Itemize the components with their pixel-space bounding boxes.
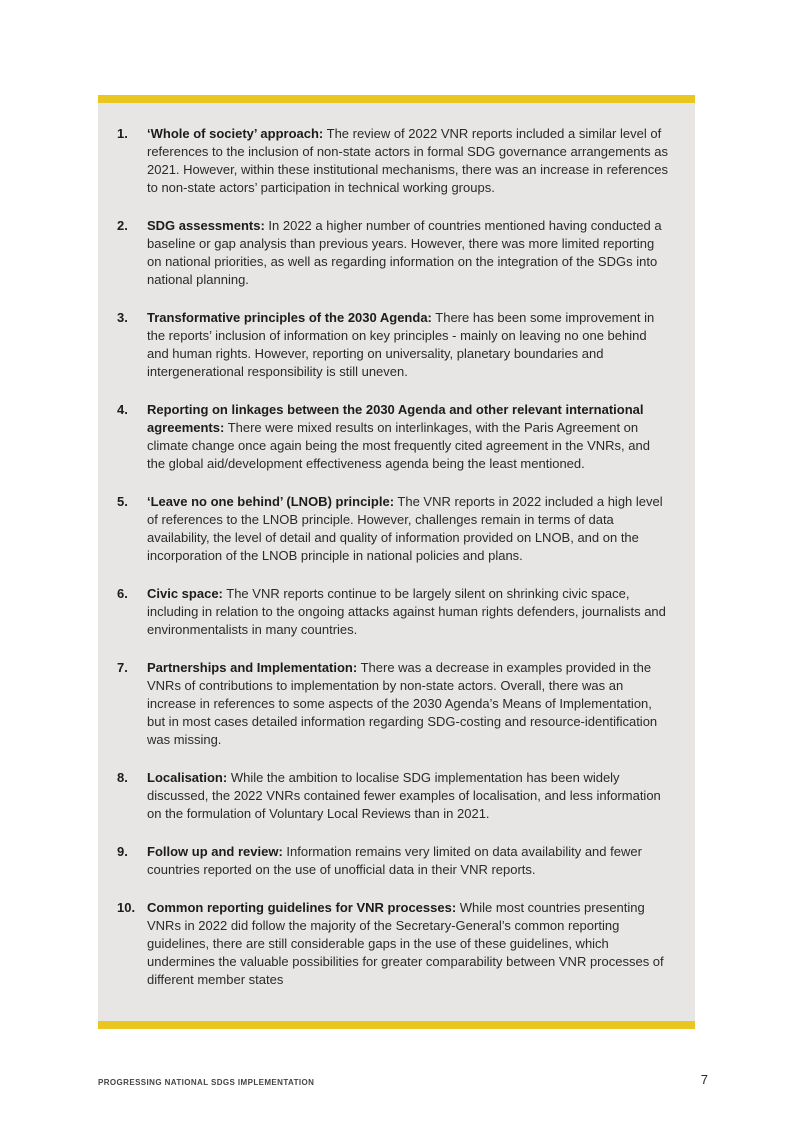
list-item-number: 2.	[117, 218, 128, 233]
list-item-text	[147, 493, 669, 565]
list-item	[117, 493, 671, 565]
list-item-body: Information remains very limited on data availability and fewer countries reported on the use of unofficial data in their VNR reports.	[147, 844, 642, 877]
list-item-number: 7.	[117, 660, 128, 675]
list-item-body: There were mixed results on interlinkages, with the Paris Agreement on climate change once again being the most frequently cited agreement in the VNRs, and the global aid/development effectiveness agenda being the least mentioned.	[147, 420, 650, 471]
list-item-body: While most countries presenting VNRs in 2022 did follow the majority of the Secretary-General’s common reporting guidelines, there are still considerable gaps in the use of these guidelines, which undermines the valuable possibilities for greater comparability between VNR processes of different member states	[147, 900, 664, 987]
list-item	[117, 899, 671, 989]
key-findings-panel	[98, 95, 695, 1029]
list-item-text	[147, 843, 669, 879]
list-item-lead: Civic space:	[147, 586, 223, 601]
footer-running-title: PROGRESSING NATIONAL SDGS IMPLEMENTATION	[98, 1078, 315, 1087]
list-item-text	[147, 125, 669, 197]
list-item-number: 9.	[117, 844, 128, 859]
list-item	[117, 585, 671, 639]
list-item-lead: SDG assessments:	[147, 218, 265, 233]
list-item-body: There was a decrease in examples provided in the VNRs of contributions to implementation by non-state actors. Overall, there was an increase in references to some aspects of the 2030 Agenda’s Means of Implementation, but in most cases detailed information regarding SDG-costing and resource-identification was missing.	[147, 660, 658, 747]
list-item-body: The VNR reports continue to be largely silent on shrinking civic space, including in relation to the ongoing attacks against human rights defenders, journalists and environmentalists in many countries.	[147, 586, 666, 637]
footer-page-number: 7	[700, 1072, 708, 1087]
list-item-number: 6.	[117, 586, 128, 601]
list-item	[117, 769, 671, 823]
list-item	[117, 659, 671, 749]
list-item-number: 4.	[117, 402, 128, 417]
list-item-lead: Common reporting guidelines for VNR processes:	[147, 900, 457, 915]
list-item-number: 1.	[117, 126, 128, 141]
top-accent-bar	[98, 95, 695, 103]
list-item	[117, 217, 671, 289]
list-item-body: There has been some improvement in the reports’ inclusion of information on key principles - mainly on leaving no one behind and human rights. However, reporting on universality, planetary boundaries and intergenerational responsibility is still uneven.	[147, 310, 655, 379]
list-item-body: While the ambition to localise SDG implementation has been widely discussed, the 2022 VNRs contained fewer examples of localisation, and less information on the formulation of Voluntary Local Reviews than in 2021.	[147, 770, 661, 821]
list-item-lead: ‘Whole of society’ approach:	[147, 126, 324, 141]
list-item-body: The review of 2022 VNR reports included a similar level of references to the inclusion of non-state actors in formal SDG governance arrangements as 2021. However, within these institutional mechanisms, there was an increase in references to non-state actors’ participation in technical working groups.	[147, 126, 668, 195]
list-item-text	[147, 217, 669, 289]
list-item	[117, 125, 671, 197]
list-item-body: In 2022 a higher number of countries mentioned having conducted a baseline or gap analysis than previous years. However, there was more limited reporting on national priorities, as well as regarding information on the integration of the SDGs into national planning.	[147, 218, 662, 287]
key-findings-list	[117, 125, 671, 989]
list-item-lead: Follow up and review:	[147, 844, 283, 859]
list-item-text	[147, 309, 669, 381]
list-item-body: The VNR reports in 2022 included a high level of references to the LNOB principle. However, challenges remain in terms of data availability, the level of detail and quality of information provided on LNOB, and on the incorporation of the LNOB principle in national policies and plans.	[147, 494, 663, 563]
list-item-number: 10.	[117, 900, 136, 915]
list-item-lead: Partnerships and Implementation:	[147, 660, 358, 675]
list-item	[117, 843, 671, 879]
list-item-lead: ‘Leave no one behind’ (LNOB) principle:	[147, 494, 395, 509]
list-item-lead: Reporting on linkages between the 2030 Agenda and other relevant international agreements:	[147, 402, 644, 435]
list-item-number: 8.	[117, 770, 128, 785]
list-item-lead: Localisation:	[147, 770, 228, 785]
bottom-accent-bar	[98, 1021, 695, 1029]
list-item-text	[147, 659, 669, 749]
key-findings-content	[98, 103, 695, 1021]
list-item-text	[147, 899, 669, 989]
list-item	[117, 401, 671, 473]
list-item-text	[147, 769, 669, 823]
list-item-text	[147, 401, 669, 473]
list-item-number: 5.	[117, 494, 128, 509]
list-item	[117, 309, 671, 381]
list-item-number: 3.	[117, 310, 128, 325]
list-item-text	[147, 585, 669, 639]
list-item-lead: Transformative principles of the 2030 Agenda:	[147, 310, 432, 325]
